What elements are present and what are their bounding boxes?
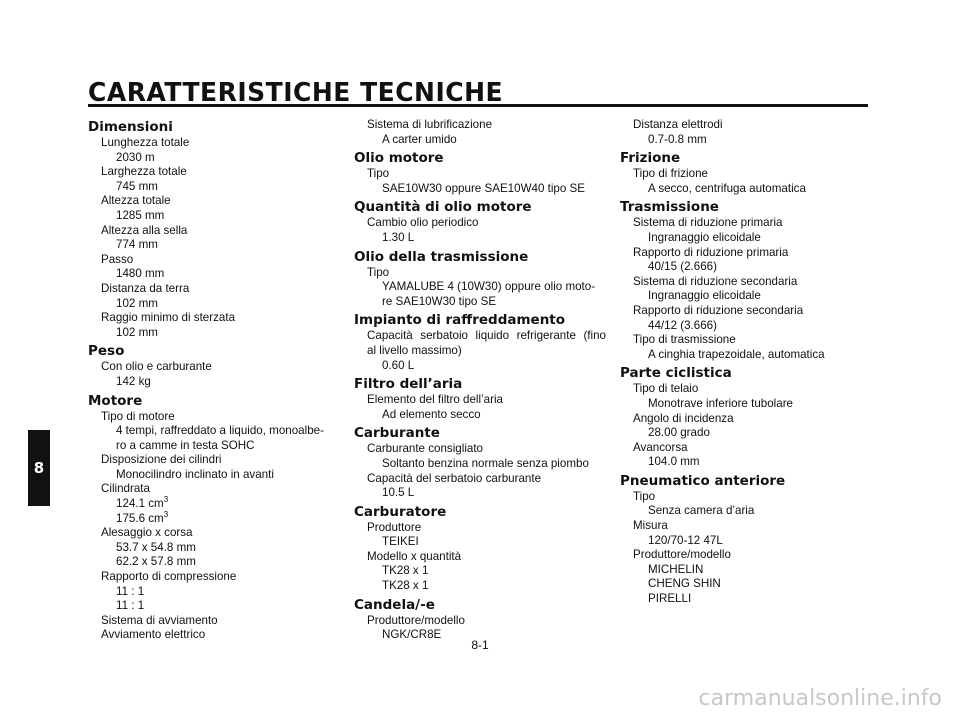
- spec-label: Cilindrata: [101, 482, 150, 496]
- section-heading: Motore: [88, 392, 143, 409]
- spec-label: Sistema di avviamento: [101, 613, 218, 627]
- spec-value: 2030 m: [116, 150, 155, 164]
- spec-value: PIRELLI: [648, 592, 692, 606]
- spec-label: Distanza da terra: [101, 281, 190, 295]
- spec-label: Tipo: [633, 489, 656, 503]
- spec-value: 1285 mm: [116, 208, 165, 222]
- spec-label: Sistema di riduzione primaria: [633, 216, 783, 230]
- spec-value: 102 mm: [116, 325, 158, 339]
- spec-value: TEIKEI: [382, 535, 419, 549]
- spec-value: Soltanto benzina normale senza piombo: [382, 456, 589, 470]
- spec-value: 11 : 1: [116, 599, 145, 613]
- spec-label: Larghezza totale: [101, 165, 187, 179]
- spec-value: 0.60 L: [382, 358, 415, 372]
- section-heading: Impianto di raffreddamento: [354, 312, 566, 329]
- spec-value: 11 : 1: [116, 584, 145, 598]
- section-heading: Pneumatico anteriore: [620, 472, 786, 489]
- spec-label: Rapporto di compressione: [101, 570, 237, 584]
- section-heading: Frizione: [620, 150, 681, 167]
- section-heading: Trasmissione: [620, 199, 719, 216]
- spec-column-1: [88, 116, 338, 643]
- section-heading: Peso: [88, 343, 125, 360]
- section-heading: Parte ciclistica: [620, 365, 732, 382]
- spec-value: A secco, centrifuga automatica: [648, 181, 806, 195]
- spec-value: CHENG SHIN: [648, 577, 721, 591]
- spec-value: 40/15 (2.666): [648, 260, 717, 274]
- spec-value: 142 kg: [116, 374, 151, 388]
- spec-label: Produttore/modello: [633, 548, 731, 562]
- spec-label: Avancorsa: [633, 440, 688, 454]
- page-number: 8-1: [471, 638, 489, 652]
- spec-label: Capacità del serbatoio carburante: [367, 471, 542, 485]
- spec-value: 745 mm: [116, 179, 158, 193]
- spec-label: Rapporto di riduzione secondaria: [633, 303, 804, 317]
- spec-label: Tipo di trasmissione: [633, 333, 736, 347]
- spec-label: Tipo: [367, 265, 390, 279]
- section-heading: Dimensioni: [88, 119, 173, 135]
- section-heading: Quantità di olio motore: [354, 199, 532, 216]
- spec-value: A cinghia trapezoidale, automatica: [648, 347, 825, 361]
- spec-column-2: [354, 116, 606, 643]
- spec-label: Raggio minimo di sterzata: [101, 311, 236, 325]
- spec-label: Sistema di lubrificazione: [367, 118, 493, 131]
- spec-value: 28.00 grado: [648, 426, 710, 440]
- section-heading: Carburante: [354, 425, 440, 442]
- title-rule: [88, 104, 868, 107]
- spec-value: MICHELIN: [648, 562, 704, 576]
- cilindrata-value: 175.6 cm: [116, 511, 164, 525]
- spec-label: Passo: [101, 252, 134, 266]
- spec-value: Ingranaggio elicoidale: [648, 230, 761, 244]
- spec-value: Ad elemento secco: [382, 407, 481, 421]
- spec-value: Senza camera d’aria: [648, 504, 755, 518]
- spec-label: Angolo di incidenza: [633, 411, 734, 425]
- spec-value: Ingranaggio elicoidale: [648, 289, 761, 303]
- spec-value: re SAE10W30 tipo SE: [382, 294, 497, 308]
- unit-exponent: 3: [163, 495, 169, 505]
- section-heading: Filtro dell’aria: [354, 376, 463, 393]
- spec-value: 53.7 x 54.8 mm: [116, 540, 196, 554]
- spec-value: Avviamento elettrico: [101, 628, 206, 642]
- spec-label: Altezza totale: [101, 194, 171, 208]
- spec-label: Distanza elettrodi: [633, 118, 723, 131]
- spec-label: Tipo di frizione: [633, 167, 708, 181]
- section-heading: Carburatore: [354, 503, 447, 520]
- spec-value: NGK/CR8E: [382, 628, 442, 642]
- spec-value: TK28 x 1: [382, 564, 429, 578]
- spec-value: 104.0 mm: [648, 455, 700, 469]
- spec-value: 102 mm: [116, 296, 158, 310]
- spec-label: Cambio olio periodico: [367, 216, 479, 230]
- page-title: CARATTERISTICHE TECNICHE: [88, 77, 504, 108]
- spec-value: ro a camme in testa SOHC: [116, 438, 255, 452]
- unit-exponent: 3: [163, 509, 169, 519]
- spec-label: Lunghezza totale: [101, 136, 190, 149]
- spec-value: A carter umido: [382, 132, 457, 146]
- spec-label: Con olio e carburante: [101, 360, 212, 374]
- spec-label: Carburante consigliato: [367, 442, 484, 456]
- watermark: carmanualsonline.info: [698, 686, 942, 711]
- spec-value: TK28 x 1: [382, 579, 429, 593]
- section-heading: Olio motore: [354, 150, 444, 167]
- spec-label: Misura: [633, 519, 668, 533]
- spec-label: Modello x quantità: [367, 549, 462, 563]
- section-heading: Candela/-e: [354, 596, 435, 613]
- spec-label: Disposizione dei cilindri: [101, 453, 222, 467]
- spec-value: 120/70-12 47L: [648, 533, 723, 547]
- spec-label: Elemento del filtro dell’aria: [367, 393, 503, 407]
- spec-label: Capacità serbatoio liquido refrigerante (fino: [367, 329, 606, 343]
- spec-value: 62.2 x 57.8 mm: [116, 555, 196, 569]
- spec-label: Altezza alla sella: [101, 223, 188, 237]
- spec-label: Tipo di telaio: [633, 382, 699, 396]
- spec-label: Sistema di riduzione secondaria: [633, 274, 798, 288]
- spec-value: 10.5 L: [382, 486, 415, 500]
- spec-value: 44/12 (3.666): [648, 318, 717, 332]
- spec-value: SAE10W30 oppure SAE10W40 tipo SE: [382, 181, 586, 195]
- spec-value: 0.7-0.8 mm: [648, 132, 707, 146]
- spec-value: 4 tempi, raffreddato a liquido, monoalbe-: [116, 424, 324, 438]
- spec-label: Alesaggio x corsa: [101, 526, 193, 540]
- spec-label: Produttore/modello: [367, 613, 465, 627]
- spec-label: Tipo di motore: [101, 409, 175, 423]
- spec-label: Tipo: [367, 167, 390, 181]
- spec-label: Rapporto di riduzione primaria: [633, 245, 789, 259]
- spec-value: YAMALUBE 4 (10W30) oppure olio moto-: [382, 280, 596, 294]
- spec-label: Produttore: [367, 520, 422, 534]
- spec-value: 774 mm: [116, 238, 158, 252]
- spec-value: [88, 509, 338, 527]
- cilindrata-value: 124.1 cm: [116, 497, 164, 511]
- spec-value: Monocilindro inclinato in avanti: [116, 467, 274, 481]
- spec-label: al livello massimo): [367, 343, 462, 357]
- section-heading: Olio della trasmissione: [354, 248, 529, 265]
- spec-value: Monotrave inferiore tubolare: [648, 396, 794, 410]
- spec-column-3: [620, 116, 870, 607]
- spec-value: [88, 497, 338, 512]
- chapter-tab: 8: [28, 430, 50, 506]
- spec-value: 1.30 L: [382, 230, 415, 244]
- spec-value: 1480 mm: [116, 267, 165, 281]
